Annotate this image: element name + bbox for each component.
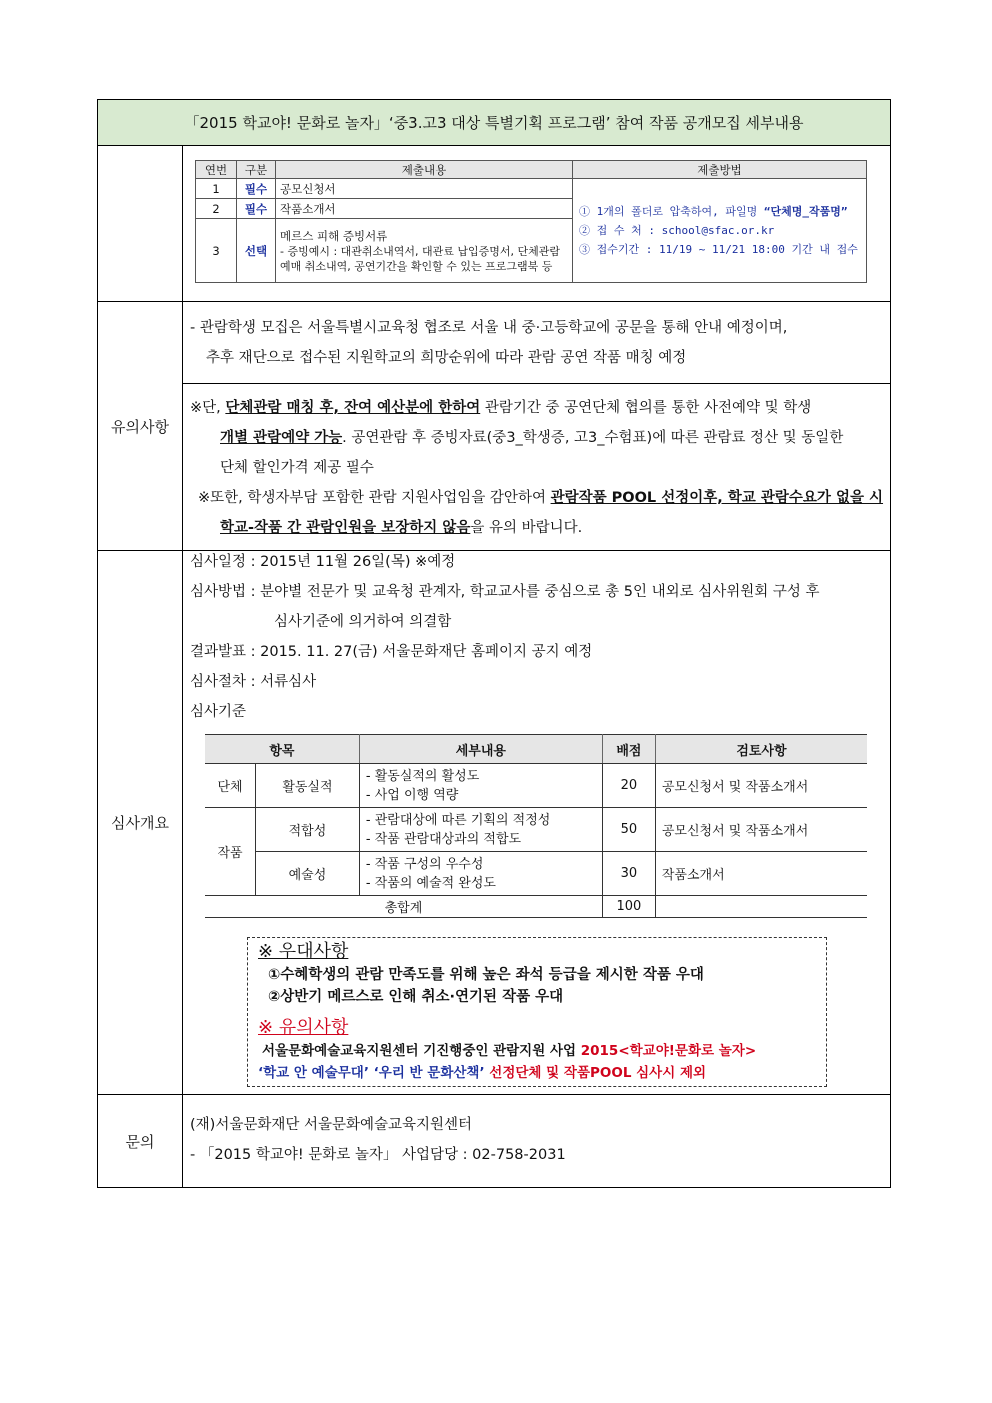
notes-para-1-line-2: 추후 재단으로 접수된 지원학교의 희망순위에 따라 관람 공연 작품 매칭 예정 <box>206 350 687 366</box>
row-divider-1 <box>97 145 891 146</box>
row-content-title: 메르스 피해 증빙서류 <box>280 228 388 243</box>
row-content: 공모신청서 <box>276 179 573 199</box>
total-score: 100 <box>602 896 655 918</box>
notes-para-1-line-1: - 관람학생 모집은 서울특별시교육청 협조로 서울 내 중·고등학교에 공문을 통해 안내 예정이며, <box>190 320 788 336</box>
submission-method <box>573 179 867 283</box>
row-content: 작품소개서 <box>276 199 573 219</box>
item-activity: 활동실적 <box>256 764 360 808</box>
row-type-required: 필수 <box>237 179 276 199</box>
row-type-required: 필수 <box>237 199 276 219</box>
review-result: 결과발표 : 2015. 11. 27(금) 서울문화재단 홈페이지 공지 예정 <box>190 644 593 660</box>
group-org: 단체 <box>205 764 256 808</box>
contact-label: 문의 <box>125 1132 155 1151</box>
row-no: 3 <box>196 219 237 283</box>
score-suitability: 50 <box>602 808 655 852</box>
method-line-1: ① 1개의 폴더로 압축하여, 파일명 “단체명_작품명” <box>579 205 848 218</box>
row-no: 1 <box>196 179 237 199</box>
item-artistry: 예술성 <box>256 852 360 896</box>
contact-line-1: (재)서울문화재단 서울문화예술교육지원센터 <box>190 1117 473 1133</box>
review-overview <box>190 547 880 727</box>
total-label: 총합계 <box>205 896 602 918</box>
detail-suitability <box>359 808 602 852</box>
col-method-header: 제출방법 <box>573 161 867 179</box>
col-detail-header: 세부내용 <box>359 735 602 764</box>
notes-para-3-line-1: ※또한, 학생자부담 포함한 관람 지원사업임을 감안하여 관람작품 POOL 선정이후, 학교 관람수요가 없을 시 <box>198 490 884 506</box>
review-criteria-label: 심사기준 <box>190 704 247 720</box>
notes-para-2-line-1: ※단, 단체관람 매칭 후, 잔여 예산분에 한하여 관람기간 중 공연단체 협의를 통한 사전예약 및 학생 <box>190 400 812 416</box>
review-method-line-2: 심사기준에 의거하여 의결함 <box>274 614 452 630</box>
row-type-optional: 선택 <box>237 219 276 283</box>
contact-line-2: - 「2015 학교야! 문화로 놀자」 사업담당 : 02-758-2031 <box>190 1147 566 1163</box>
caution-line-2: ‘학교 안 예술무대’ ‘우리 반 문화산책’ 선정단체 및 작품POOL 심사시 제외 <box>258 1065 707 1081</box>
item-suitability: 적합성 <box>256 808 360 852</box>
review-procedure: 심사절차 : 서류심사 <box>190 674 317 690</box>
criteria-table <box>205 734 867 918</box>
score-activity: 20 <box>602 764 655 808</box>
preference-item-1: ①수혜학생의 관람 만족도를 위해 높은 좌석 등급을 제시한 작품 우대 <box>268 967 704 983</box>
preference-item-2: ②상반기 메르스로 인해 취소·연기된 작품 우대 <box>268 989 564 1005</box>
detail-artistry <box>359 852 602 896</box>
caution-line-1: 서울문화예술교육지원센터 기진행중인 관람지원 사업 2015<학교야!문화로 놀자> <box>262 1043 757 1059</box>
detail-line: - 작품의 예술적 완성도 <box>365 875 496 891</box>
caution-heading: ※ 유의사항 <box>258 1017 349 1038</box>
method-line-2: ② 접 수 처 : school@sfac.or.kr <box>579 224 775 237</box>
review-schedule: 심사일정 : 2015년 11월 26일(목) ※예정 <box>190 554 456 570</box>
detail-line: - 활동실적의 활성도 <box>365 768 480 784</box>
notes-para-2 <box>190 393 882 543</box>
row-content <box>276 219 573 283</box>
frame-right <box>890 99 891 1188</box>
col-type-header: 구분 <box>237 161 276 179</box>
page-title: 「2015 학교야! 문화로 놀자」‘중3.고3 대상 특별기획 프로그램’ 참여 작품 공개모집 세부내용 <box>98 100 890 145</box>
row-divider-2 <box>97 301 891 302</box>
col-score-header: 배점 <box>602 735 655 764</box>
submission-table <box>195 160 867 283</box>
detail-line: - 작품 구성의 우수성 <box>365 856 484 872</box>
notes-para-2-line-2: 개별 관람예약 가능. 공연관람 후 증빙자료(중3_학생증, 고3_수험표)에 따른 관람료 정산 및 동일한 <box>220 430 844 446</box>
detail-line: - 관람대상에 따른 기획의 적정성 <box>365 812 551 828</box>
notes-label: 유의사항 <box>111 417 169 436</box>
notes-para-3-line-2: 학교-작품 간 관람인원을 보장하지 않음을 유의 바랍니다. <box>220 520 583 536</box>
check-suitability: 공모신청서 및 작품소개서 <box>655 808 867 852</box>
notes-para-2-line-3: 단체 할인가격 제공 필수 <box>220 460 374 476</box>
col-check-header: 검토사항 <box>655 735 867 764</box>
detail-line: - 사업 이행 역량 <box>365 787 459 803</box>
check-activity: 공모신청서 및 작품소개서 <box>655 764 867 808</box>
check-artistry: 작품소개서 <box>655 852 867 896</box>
method-line-3: ③ 접수기간 : 11/19 ~ 11/21 18:00 기간 내 접수 <box>579 243 858 256</box>
preference-box <box>247 937 827 1087</box>
contact-info <box>190 1110 880 1170</box>
notes-para-1 <box>190 313 880 373</box>
col-content-header: 제출내용 <box>276 161 573 179</box>
row-divider-5 <box>97 1094 891 1095</box>
row-divider-3 <box>183 383 891 384</box>
col-no-header: 연번 <box>196 161 237 179</box>
detail-line: - 작품 관람대상과의 적합도 <box>365 831 522 847</box>
detail-activity <box>359 764 602 808</box>
review-label: 심사개요 <box>111 814 169 832</box>
group-work: 작품 <box>205 808 256 896</box>
preference-heading: ※ 우대사항 <box>258 941 349 962</box>
frame-bottom <box>97 1187 891 1188</box>
col-item-header: 항목 <box>205 735 359 764</box>
row-no: 2 <box>196 199 237 219</box>
review-method-line-1: 심사방법 : 분야별 전문가 및 교육청 관계자, 학교교사를 중심으로 총 5인 내외로 심사위원회 구성 후 <box>190 584 820 600</box>
total-empty <box>655 896 867 918</box>
score-artistry: 30 <box>602 852 655 896</box>
row-content-detail: - 증빙예시 : 대관취소내역서, 대관료 납입증명서, 단체관람 예매 취소내역, 공연기간을 확인할 수 있는 프로그램북 등 <box>280 244 561 273</box>
